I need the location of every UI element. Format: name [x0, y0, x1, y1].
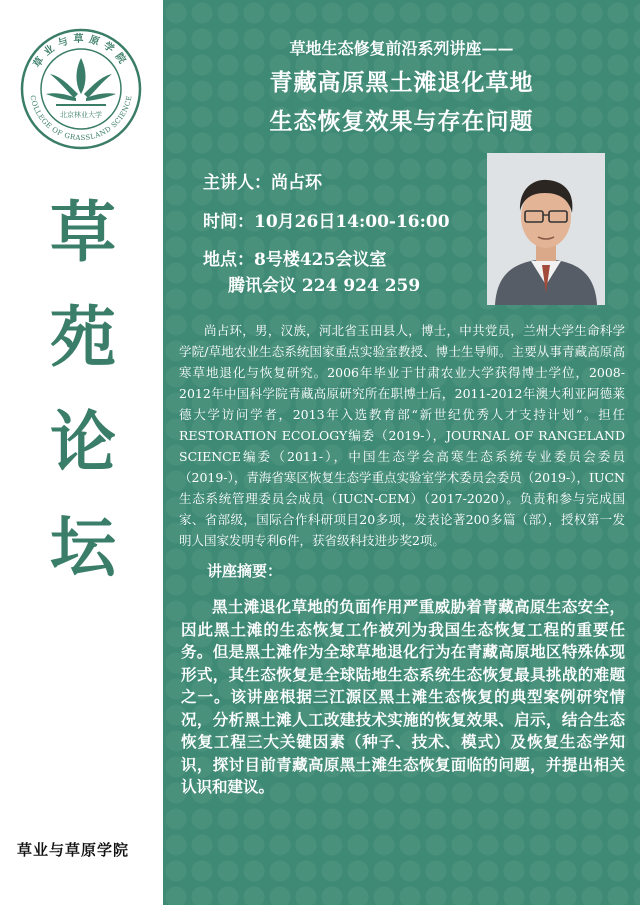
right-panel: [163, 0, 640, 905]
forum-title-char: 坛: [50, 509, 116, 586]
time-info: 时间：10月26日14:00-16:00: [203, 212, 450, 232]
left-panel: [0, 0, 163, 905]
series-title: 草地生态修复前沿系列讲座——: [289, 39, 514, 58]
online-meeting-info: 腾讯会议 224 924 259: [228, 276, 421, 296]
forum-title-vertical: [38, 194, 128, 620]
location-info: 地点：8号楼425会议室: [203, 250, 387, 270]
college-name: 草业与草原学院: [17, 841, 130, 859]
speaker-bio: 尚占环，男，汉族，河北省玉田县人，博士，中共党员，兰州大学生命科学学院/草地农业生态系统国家重点实验室教授、博士生导师。主要从事青藏高原高寒草地退化与恢复研究。2006年毕业于甘肃农业大学获得博士学位，2008-2012年中国科学院青藏高原研究所在职博士后，2011-2012年澳大利亚阿德莱德大学访问学者，2013年入选教育部“新世纪优秀人才支持计划”。担任RESTORATION ECOLOGY编委（2019-），JOURNAL OF RANGELAND SCIENCE编委（2011-），中国生态学会高寒生态系统专业委员会委员（2019-），青海省寒区恢复生态学重点实验室学术委员会委员（2019-），IUCN生态系统管理委员会成员（IUCN-CEM）（2017-2020）。负责和参与完成国家、省部级，国际合作科研项目20多项，发表论著200多篇（部），授权第一发明人国家发明专利6件，获省级科技进步奖2项。: [179, 323, 625, 548]
college-logo: [20, 28, 142, 150]
lecture-title-line-1: 青藏高原黑土滩退化草地: [269, 69, 534, 96]
grass-emblem-icon: [46, 58, 116, 106]
logo-inner-text: 北京林业大学: [60, 111, 102, 119]
logo-ring-text-bottom: COLLEGE OF GRASSLAND SCIENCE: [28, 94, 134, 143]
forum-title-char: 论: [50, 404, 116, 481]
speaker-photo: [487, 153, 605, 305]
lecture-title-line-2: 生态恢复效果与存在问题: [269, 108, 534, 135]
forum-title-char: 草: [50, 194, 116, 271]
abstract-heading: 讲座摘要：: [207, 562, 283, 580]
logo-ring-text-top: 草业与草原学院: [31, 34, 131, 70]
abstract-body: 黑土滩退化草地的负面作用严重威胁着青藏高原生态安全，因此黑土滩的生态恢复工作被列为我国生态恢复工程的重要任务。但是黑土滩作为全球草地退化行为在青藏高原地区特殊体现形式，其生态恢复是全球陆地生态系统生态恢复最具挑战的难题之一。该讲座根据三江源区黑土滩生态恢复的典型案例研究情况，分析黑土滩人工改建技术实施的恢复效果、启示，结合生态恢复工程三大关键因素（种子、技术、模式）及恢复生态学知识，探讨目前青藏高原黑土滩生态恢复面临的问题，并提出相关认识和建议。: [181, 597, 625, 796]
forum-title-char: 苑: [50, 299, 116, 376]
speaker-info: 主讲人：尚占环: [203, 173, 322, 193]
